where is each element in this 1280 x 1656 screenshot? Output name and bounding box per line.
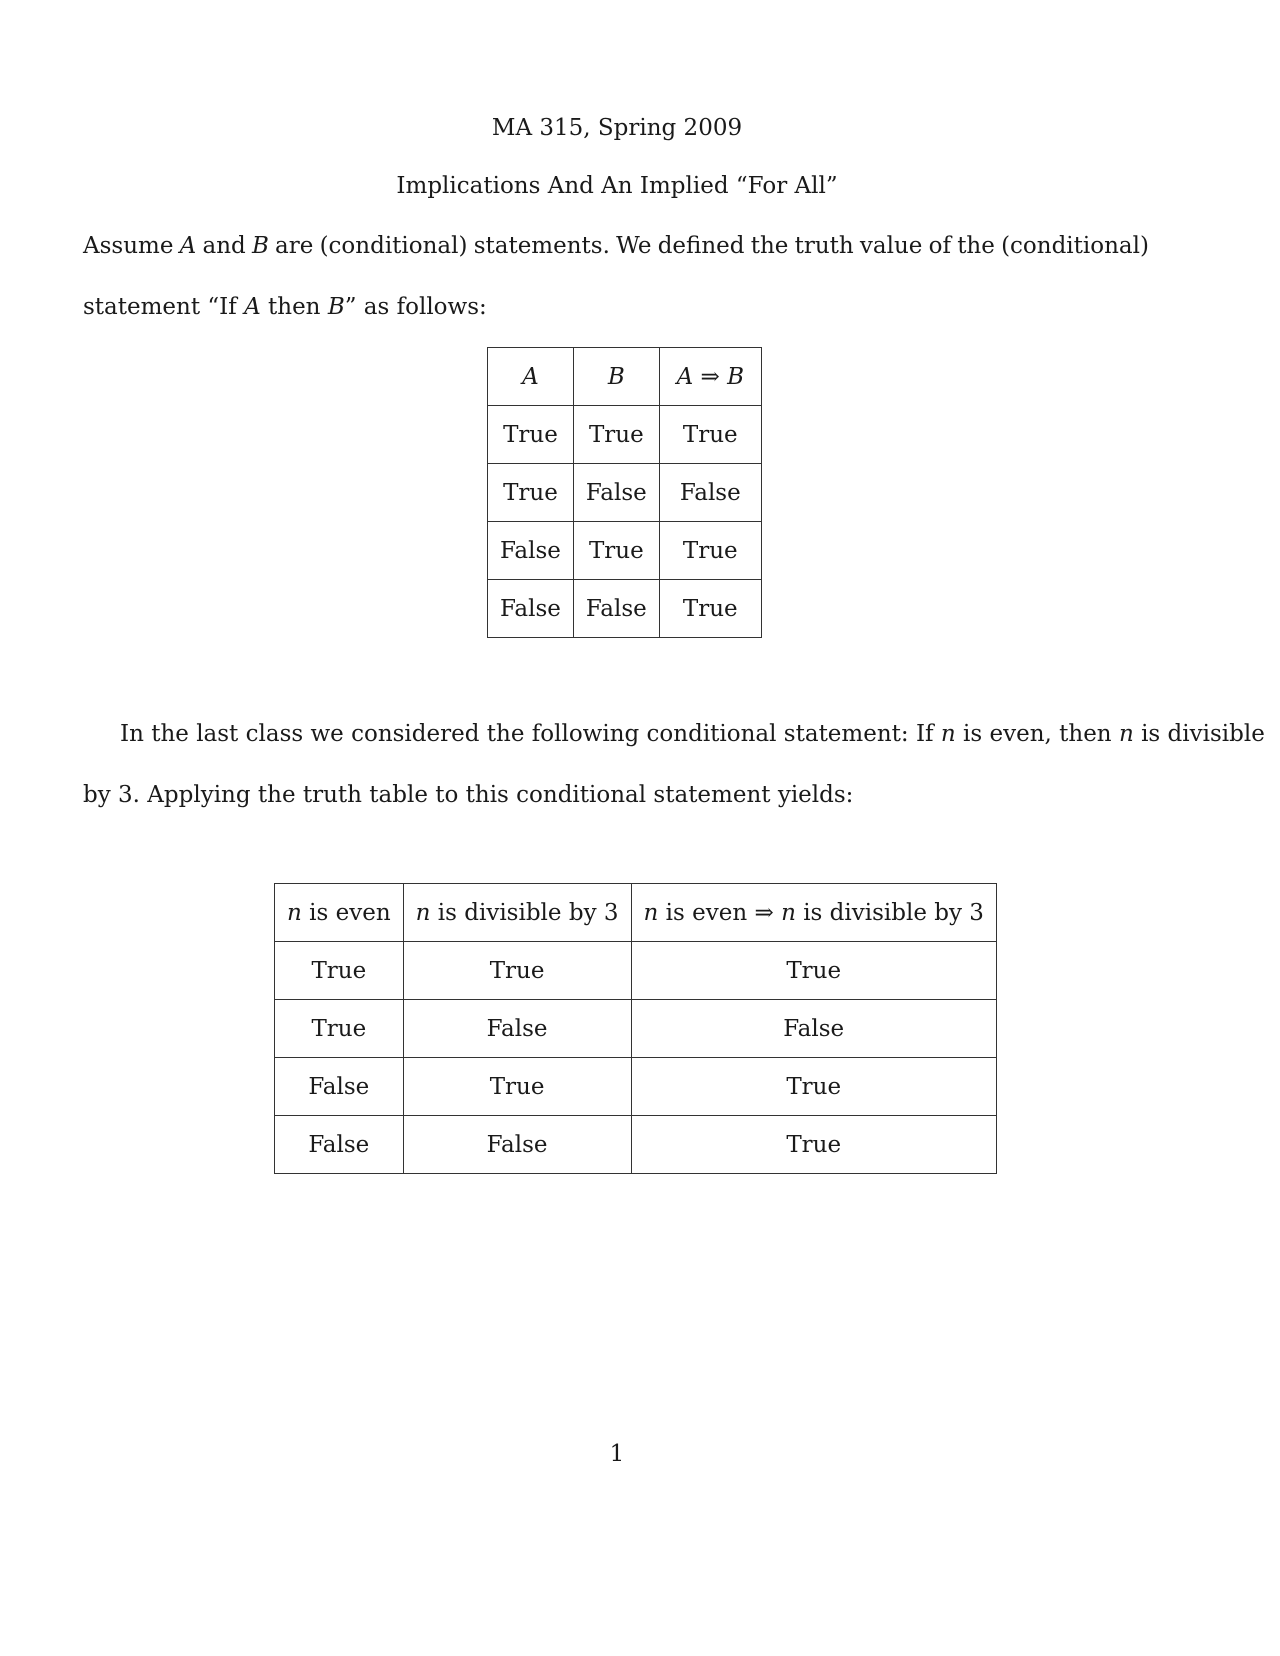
- text: then: [260, 294, 328, 320]
- word: (conditional): [319, 233, 468, 259]
- word: the: [957, 233, 995, 259]
- table-cell: True: [659, 580, 761, 638]
- header-text: B: [607, 363, 625, 390]
- implication-truth-table: [487, 347, 762, 638]
- variable-n: n: [940, 721, 956, 747]
- header-text: is even ⇒: [658, 899, 782, 926]
- paragraph-2-line-1: [120, 720, 1265, 748]
- table-cell: True: [573, 522, 659, 580]
- table-row: [275, 1000, 997, 1058]
- header-text: is even: [301, 899, 391, 926]
- table-cell: True: [275, 942, 404, 1000]
- text: statement “If: [83, 294, 245, 320]
- header-cell: [659, 348, 761, 406]
- word: defined: [657, 233, 745, 259]
- text: ” as follows:: [344, 294, 487, 320]
- table-cell: True: [631, 1058, 996, 1116]
- header-text: A ⇒ B: [676, 363, 744, 390]
- document-title: Implications And An Implied “For All”: [396, 173, 838, 199]
- intro-line-2: [83, 293, 487, 321]
- table-row: [488, 464, 762, 522]
- table-cell: False: [573, 580, 659, 638]
- word: Assume: [83, 233, 174, 259]
- table-header-row: [275, 884, 997, 942]
- header-cell: [488, 348, 574, 406]
- text: is divisible: [1133, 721, 1265, 747]
- text: In the last class we considered the following conditional statement: If: [120, 721, 941, 747]
- intro-line-1: [83, 232, 1149, 260]
- table-cell: True: [659, 522, 761, 580]
- table-cell: True: [659, 406, 761, 464]
- table-cell: False: [275, 1058, 404, 1116]
- variable-n: n: [415, 899, 431, 926]
- header-cell: [275, 884, 404, 942]
- header-cell: [631, 884, 996, 942]
- table-row: [488, 522, 762, 580]
- word: the: [750, 233, 789, 259]
- table-row: [488, 580, 762, 638]
- header-text: A: [522, 363, 539, 390]
- variable-n: n: [781, 899, 796, 926]
- table-cell: True: [488, 406, 574, 464]
- variable-a: A: [244, 294, 261, 320]
- word: are: [275, 233, 314, 259]
- table-header-row: [488, 348, 762, 406]
- table-row: [275, 942, 997, 1000]
- word: and: [202, 233, 246, 259]
- variable-b: B: [327, 294, 345, 320]
- course-header: MA 315, Spring 2009: [491, 115, 743, 141]
- text: is even, then: [955, 721, 1119, 747]
- variable-n: n: [1118, 721, 1134, 747]
- table-cell: True: [403, 1058, 631, 1116]
- word: We: [616, 233, 652, 259]
- table-cell: False: [573, 464, 659, 522]
- table-row: [275, 1058, 997, 1116]
- table-cell: False: [659, 464, 761, 522]
- table-cell: False: [403, 1116, 631, 1174]
- header-text: is divisible by 3: [430, 899, 619, 926]
- table-cell: False: [275, 1116, 404, 1174]
- table-cell: True: [275, 1000, 404, 1058]
- table-cell: False: [403, 1000, 631, 1058]
- table-cell: True: [631, 942, 996, 1000]
- header-cell: [573, 348, 659, 406]
- header-text: is divisible by 3: [795, 899, 984, 926]
- table-cell: False: [488, 580, 574, 638]
- word: B: [251, 233, 269, 259]
- variable-n: n: [287, 899, 302, 926]
- table-cell: False: [488, 522, 574, 580]
- word: of: [928, 233, 951, 259]
- word: (conditional): [1001, 233, 1149, 259]
- word: value: [859, 233, 923, 259]
- table-cell: True: [403, 942, 631, 1000]
- paragraph-2-line-2: by 3. Applying the truth table to this conditional statement yields:: [83, 782, 854, 808]
- table-row: [275, 1116, 997, 1174]
- example-truth-table: [274, 883, 997, 1174]
- word: truth: [794, 233, 854, 259]
- page-number: 1: [609, 1441, 625, 1467]
- word: A: [179, 233, 197, 259]
- table-cell: True: [573, 406, 659, 464]
- table-cell: True: [631, 1116, 996, 1174]
- header-cell: [403, 884, 631, 942]
- table-row: [488, 406, 762, 464]
- table-cell: False: [631, 1000, 996, 1058]
- table-cell: True: [488, 464, 574, 522]
- word: statements.: [473, 233, 610, 259]
- variable-n: n: [643, 899, 659, 926]
